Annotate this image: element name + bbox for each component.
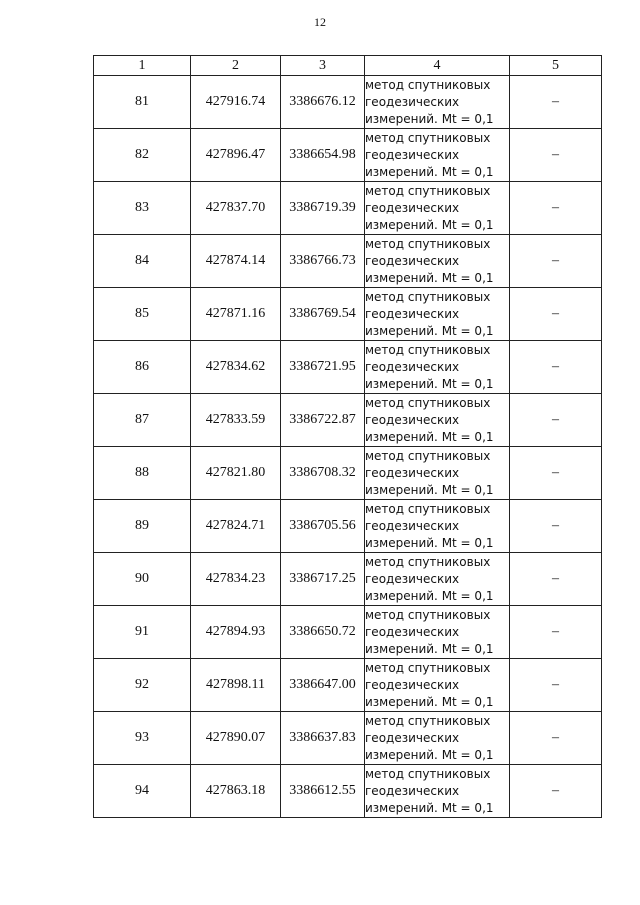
method-line: геодезических xyxy=(365,200,460,215)
coordinates-table xyxy=(93,55,602,818)
method-line: метод спутниковых xyxy=(365,77,491,92)
point-number-cell: 94 xyxy=(94,765,191,818)
x-coordinate-cell: 427833.59 xyxy=(191,394,281,447)
method-line: измерений. Mt = 0,1 xyxy=(365,535,494,550)
point-number-cell: 88 xyxy=(94,447,191,500)
method-line: метод спутниковых xyxy=(365,289,491,304)
method-cell xyxy=(365,235,510,288)
y-coordinate-cell: 3386647.00 xyxy=(281,659,365,712)
note-cell: – xyxy=(510,500,602,553)
method-line: метод спутниковых xyxy=(365,395,491,410)
method-cell xyxy=(365,712,510,765)
method-line: метод спутниковых xyxy=(365,130,491,145)
point-number-cell: 92 xyxy=(94,659,191,712)
point-number-cell: 86 xyxy=(94,341,191,394)
point-number-cell: 84 xyxy=(94,235,191,288)
point-number-cell: 85 xyxy=(94,288,191,341)
x-coordinate-cell: 427834.23 xyxy=(191,553,281,606)
method-line: измерений. Mt = 0,1 xyxy=(365,747,494,762)
x-coordinate-cell: 427834.62 xyxy=(191,341,281,394)
note-cell: – xyxy=(510,182,602,235)
page-number: 12 xyxy=(314,15,326,29)
point-number-cell: 81 xyxy=(94,76,191,129)
y-coordinate-cell: 3386650.72 xyxy=(281,606,365,659)
note-cell: – xyxy=(510,129,602,182)
table-row xyxy=(94,235,602,288)
method-line: геодезических xyxy=(365,571,460,586)
note-cell: – xyxy=(510,765,602,818)
method-cell xyxy=(365,394,510,447)
x-coordinate-cell: 427821.80 xyxy=(191,447,281,500)
method-cell xyxy=(365,765,510,818)
point-number-cell: 87 xyxy=(94,394,191,447)
y-coordinate-cell: 3386769.54 xyxy=(281,288,365,341)
note-cell: – xyxy=(510,553,602,606)
y-coordinate-cell: 3386637.83 xyxy=(281,712,365,765)
note-cell: – xyxy=(510,341,602,394)
method-line: метод спутниковых xyxy=(365,448,491,463)
table-row xyxy=(94,182,602,235)
method-line: метод спутниковых xyxy=(365,607,491,622)
y-coordinate-cell: 3386719.39 xyxy=(281,182,365,235)
table-row xyxy=(94,341,602,394)
method-line: геодезических xyxy=(365,518,460,533)
method-line: измерений. Mt = 0,1 xyxy=(365,111,494,126)
point-number-cell: 83 xyxy=(94,182,191,235)
note-cell: – xyxy=(510,447,602,500)
method-cell xyxy=(365,553,510,606)
method-cell xyxy=(365,447,510,500)
y-coordinate-cell: 3386654.98 xyxy=(281,129,365,182)
method-cell xyxy=(365,182,510,235)
method-line: измерений. Mt = 0,1 xyxy=(365,800,494,815)
point-number-cell: 89 xyxy=(94,500,191,553)
point-number-cell: 82 xyxy=(94,129,191,182)
note-cell: – xyxy=(510,235,602,288)
table-body xyxy=(94,76,602,818)
table-row xyxy=(94,606,602,659)
point-number-cell: 91 xyxy=(94,606,191,659)
x-coordinate-cell: 427863.18 xyxy=(191,765,281,818)
y-coordinate-cell: 3386717.25 xyxy=(281,553,365,606)
method-line: метод спутниковых xyxy=(365,713,491,728)
method-line: геодезических xyxy=(365,730,460,745)
table-row xyxy=(94,76,602,129)
note-cell: – xyxy=(510,76,602,129)
method-line: измерений. Mt = 0,1 xyxy=(365,429,494,444)
table-row xyxy=(94,659,602,712)
method-line: геодезических xyxy=(365,306,460,321)
table-header-row xyxy=(94,56,602,76)
x-coordinate-cell: 427890.07 xyxy=(191,712,281,765)
method-line: геодезических xyxy=(365,624,460,639)
table-row xyxy=(94,765,602,818)
header-col-2: 2 xyxy=(191,56,281,76)
header-col-3: 3 xyxy=(281,56,365,76)
x-coordinate-cell: 427894.93 xyxy=(191,606,281,659)
y-coordinate-cell: 3386722.87 xyxy=(281,394,365,447)
x-coordinate-cell: 427837.70 xyxy=(191,182,281,235)
table-row xyxy=(94,712,602,765)
method-line: метод спутниковых xyxy=(365,342,491,357)
method-line: метод спутниковых xyxy=(365,183,491,198)
table-row xyxy=(94,553,602,606)
method-line: измерений. Mt = 0,1 xyxy=(365,323,494,338)
note-cell: – xyxy=(510,288,602,341)
method-cell xyxy=(365,606,510,659)
method-cell xyxy=(365,129,510,182)
method-line: геодезических xyxy=(365,253,460,268)
table-row xyxy=(94,288,602,341)
method-line: метод спутниковых xyxy=(365,766,491,781)
x-coordinate-cell: 427824.71 xyxy=(191,500,281,553)
x-coordinate-cell: 427874.14 xyxy=(191,235,281,288)
method-line: геодезических xyxy=(365,677,460,692)
method-cell xyxy=(365,341,510,394)
method-line: геодезических xyxy=(365,465,460,480)
method-line: геодезических xyxy=(365,412,460,427)
method-line: геодезических xyxy=(365,783,460,798)
method-line: геодезических xyxy=(365,147,460,162)
method-line: измерений. Mt = 0,1 xyxy=(365,270,494,285)
method-line: измерений. Mt = 0,1 xyxy=(365,164,494,179)
y-coordinate-cell: 3386766.73 xyxy=(281,235,365,288)
method-line: измерений. Mt = 0,1 xyxy=(365,641,494,656)
table-row xyxy=(94,394,602,447)
method-line: измерений. Mt = 0,1 xyxy=(365,376,494,391)
y-coordinate-cell: 3386612.55 xyxy=(281,765,365,818)
x-coordinate-cell: 427871.16 xyxy=(191,288,281,341)
point-number-cell: 93 xyxy=(94,712,191,765)
table-row xyxy=(94,500,602,553)
x-coordinate-cell: 427916.74 xyxy=(191,76,281,129)
table-row xyxy=(94,129,602,182)
method-cell xyxy=(365,288,510,341)
header-col-5: 5 xyxy=(510,56,602,76)
note-cell: – xyxy=(510,712,602,765)
y-coordinate-cell: 3386708.32 xyxy=(281,447,365,500)
point-number-cell: 90 xyxy=(94,553,191,606)
x-coordinate-cell: 427898.11 xyxy=(191,659,281,712)
method-line: метод спутниковых xyxy=(365,501,491,516)
method-line: измерений. Mt = 0,1 xyxy=(365,694,494,709)
method-line: геодезических xyxy=(365,359,460,374)
method-cell xyxy=(365,76,510,129)
note-cell: – xyxy=(510,659,602,712)
note-cell: – xyxy=(510,394,602,447)
header-col-4: 4 xyxy=(365,56,510,76)
method-line: метод спутниковых xyxy=(365,236,491,251)
method-line: измерений. Mt = 0,1 xyxy=(365,217,494,232)
x-coordinate-cell: 427896.47 xyxy=(191,129,281,182)
y-coordinate-cell: 3386676.12 xyxy=(281,76,365,129)
method-line: геодезических xyxy=(365,94,460,109)
method-cell xyxy=(365,659,510,712)
header-col-1: 1 xyxy=(94,56,191,76)
method-line: измерений. Mt = 0,1 xyxy=(365,588,494,603)
table-row xyxy=(94,447,602,500)
method-line: метод спутниковых xyxy=(365,554,491,569)
note-cell: – xyxy=(510,606,602,659)
method-cell xyxy=(365,500,510,553)
method-line: измерений. Mt = 0,1 xyxy=(365,482,494,497)
y-coordinate-cell: 3386705.56 xyxy=(281,500,365,553)
method-line: метод спутниковых xyxy=(365,660,491,675)
y-coordinate-cell: 3386721.95 xyxy=(281,341,365,394)
